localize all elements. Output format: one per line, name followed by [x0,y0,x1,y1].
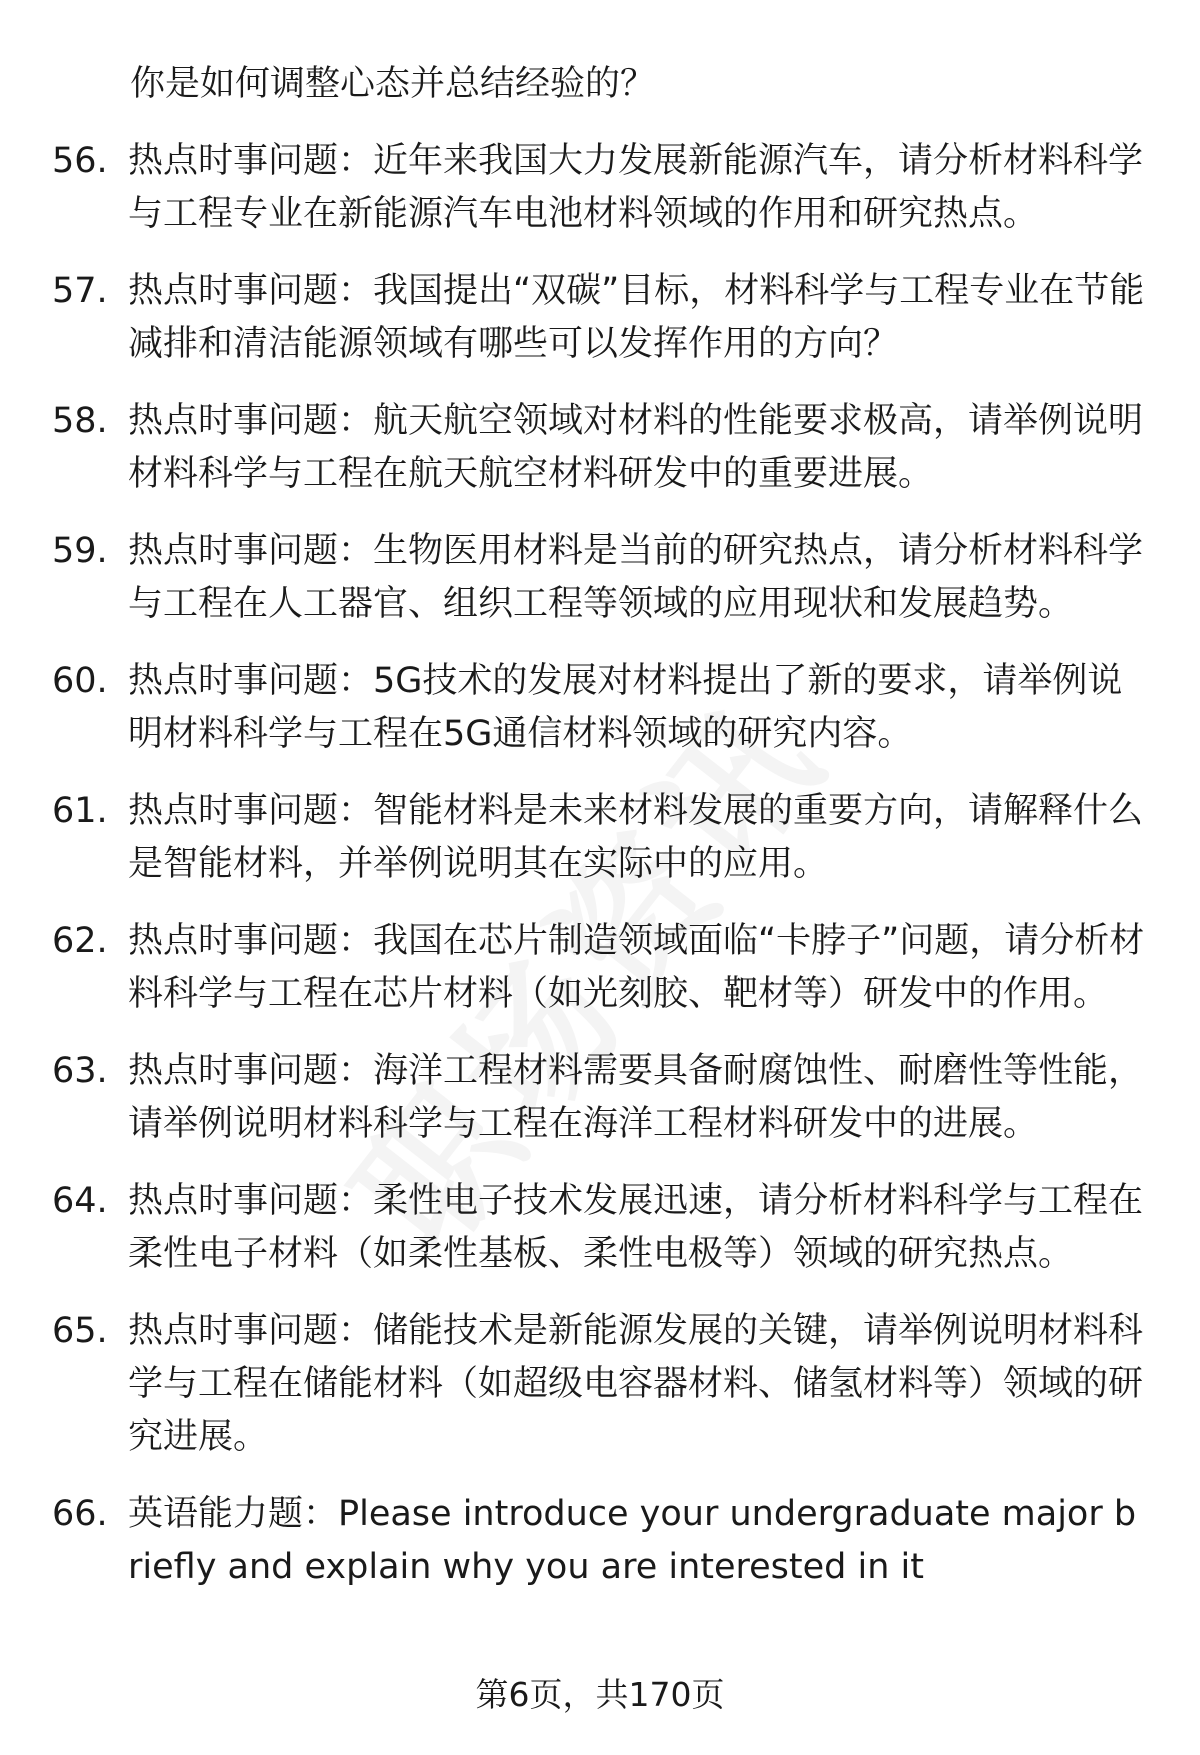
question-text: 热点时事问题：我国在芯片制造领域面临“卡脖子”问题，请分析材料科学与工程在芯片材料（如光刻胶、靶材等）研发中的作用。 [128,921,1145,1014]
question-text: 热点时事问题：智能材料是未来材料发展的重要方向，请解释什么是智能材料，并举例说明其在实际中的应用。 [128,791,1144,884]
question-item [0,915,1200,1021]
question-number: 66. [52,1494,108,1534]
question-list [0,58,1200,1618]
question-text: 热点时事问题：近年来我国大力发展新能源汽车，请分析材料科学与工程专业在新能源汽车电池材料领域的作用和研究热点。 [128,141,1144,234]
question-item [0,1045,1200,1151]
question-item [0,265,1200,371]
page-number-footer: 第6页，共170页 [475,1675,725,1714]
question-number: 58. [52,401,108,441]
question-item [0,785,1200,891]
question-number: 60. [52,661,108,701]
question-text: 热点时事问题：航天航空领域对材料的性能要求极高，请举例说明材料科学与工程在航天航空材料研发中的重要进展。 [128,401,1144,494]
question-number: 57. [52,271,108,311]
question-text: 热点时事问题：生物医用材料是当前的研究热点，请分析材料科学与工程在人工器官、组织工程等领域的应用现状和发展趋势。 [128,531,1144,624]
question-number: 65. [52,1311,108,1351]
question-item [0,525,1200,631]
question-text: 热点时事问题：我国提出“双碳”目标，材料科学与工程专业在节能减排和清洁能源领域有哪些可以发挥作用的方向？ [128,271,1145,364]
question-number: 61. [52,791,108,831]
question-item [0,1175,1200,1281]
question-text: 热点时事问题：海洋工程材料需要具备耐腐蚀性、耐磨性等性能，请举例说明材料科学与工程在海洋工程材料研发中的进展。 [128,1051,1144,1144]
question-item [0,1488,1200,1594]
question-item [0,655,1200,761]
question-number: 63. [52,1051,108,1091]
question-item [0,395,1200,501]
question-text: 热点时事问题：储能技术是新能源发展的关键，请举例说明材料科学与工程在储能材料（如超级电容器材料、储氢材料等）领域的研究进展。 [128,1311,1144,1457]
question-text: 热点时事问题：柔性电子技术发展迅速，请分析材料科学与工程在柔性电子材料（如柔性基板、柔性电极等）领域的研究热点。 [128,1181,1144,1274]
question-text: 英语能力题：Please introduce your undergraduate major briefly and explain why you are interested in it [128,1494,1137,1587]
question-number: 62. [52,921,108,961]
continuation-text: 你是如何调整心态并总结经验的？ [130,64,656,104]
question-number: 59. [52,531,108,571]
question-item [0,135,1200,241]
question-text: 热点时事问题：5G技术的发展对材料提出了新的要求，请举例说明材料科学与工程在5G通信材料领域的研究内容。 [128,661,1123,754]
question-number: 56. [52,141,108,181]
question-item [0,1305,1200,1464]
question-number: 64. [52,1181,108,1221]
